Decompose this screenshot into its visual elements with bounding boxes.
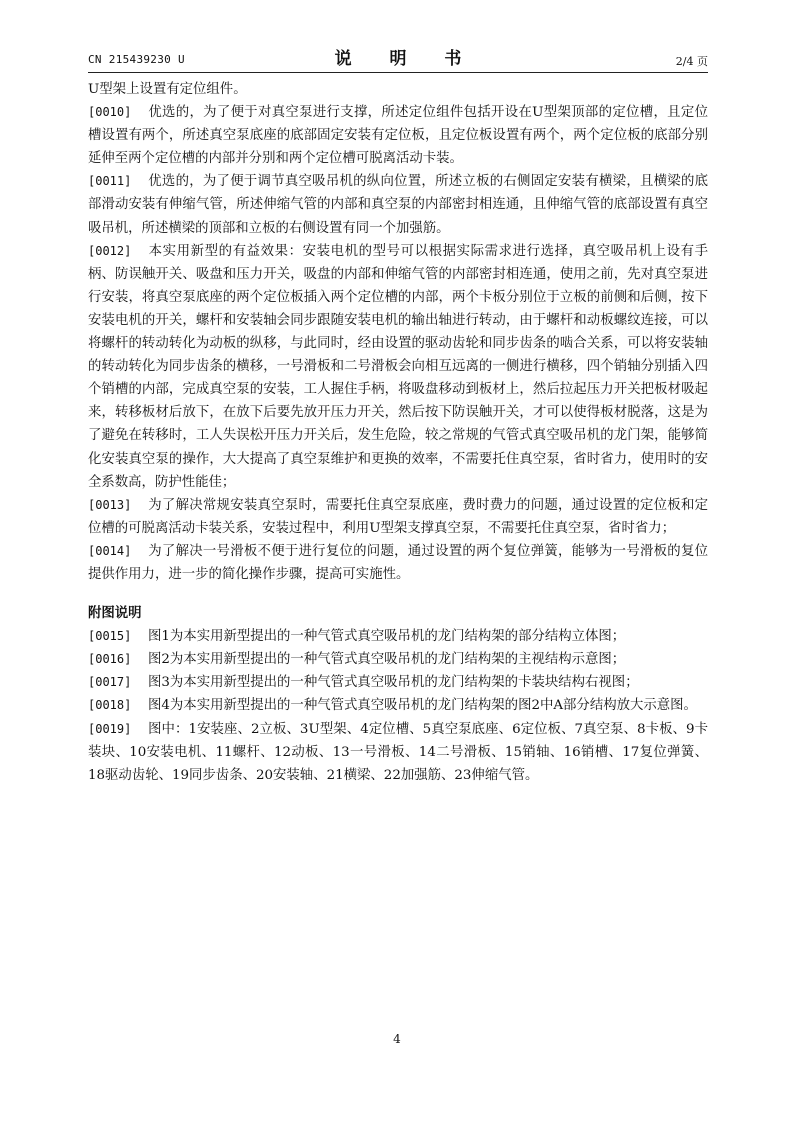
paragraph-number: [0015] [88,629,132,644]
paragraph-text: 图3为本实用新型提出的一种气管式真空吸吊机的龙门结构架的卡装块结构右视图； [148,675,639,691]
paragraph-text: 为了解决一号滑板不便于进行复位的问题，通过设置的两个复位弹簧，能够为一号滑板的复位提供作用力，进一步的简化操作步骤，提高可实施性。 [88,543,708,582]
page-number: 4 [393,1032,401,1046]
paragraph-text: 为了解决常规安装真空泵时，需要托住真空泵底座，费时费力的问题，通过设置的定位板和定位槽的可脱离活动卡装关系，安装过程中，利用U型架支撑真空泵，不需要托住真空泵，省时省力； [88,497,708,536]
paragraph-0017 [88,671,708,694]
paragraph-0016 [88,648,708,671]
paragraph-text: 图2为本实用新型提出的一种气管式真空吸吊机的龙门结构架的主视结构示意图； [148,652,626,668]
patent-number: CN 215439230 U [88,53,185,66]
paragraph-number: [0016] [88,652,132,667]
paragraph-text: 图中：1安装座、2立板、3U型架、4定位槽、5真空泵底座、6定位板、7真空泵、8卡板、9卡装块、10安装电机、11螺杆、12动板、13一号滑板、14二号滑板、15销轴、16销槽、17复位弹簧、18驱动齿轮、19同步齿条、20安装轴、21横梁、22加强筋、23伸缩气管。 [88,721,708,783]
paragraph-text: 图4为本实用新型提出的一种气管式真空吸吊机的龙门结构架的图2中A部分结构放大示意图。 [148,698,697,714]
paragraph-number: [0013] [88,497,132,512]
paragraph-number: [0017] [88,675,132,690]
paragraph-number: [0011] [88,174,132,189]
paragraph-number: [0012] [88,243,132,258]
paragraph-0013 [88,494,708,540]
paragraph-number: [0019] [88,721,132,736]
paragraph-0010 [88,101,708,170]
section-title: 附图说明 [88,606,142,622]
document-title: 说 明 书 [334,49,478,69]
paragraph-text: U型架上设置有定位组件。 [88,82,247,97]
paragraph-number: [0010] [88,105,132,120]
paragraph-0015 [88,625,708,648]
paragraph-0014 [88,540,708,586]
paragraph-0018 [88,694,708,717]
paragraph-number: [0018] [88,698,132,713]
paragraph-0011 [88,170,708,239]
page-header [88,44,708,70]
paragraph-text: 图1为本实用新型提出的一种气管式真空吸吊机的龙门结构架的部分结构立体图； [148,629,626,645]
paragraph-0019 [88,718,708,787]
document-body [88,78,708,787]
paragraph-text: 优选的，为了便于对真空泵进行支撑，所述定位组件包括开设在U型架顶部的定位槽，且定位槽设置有两个，所述真空泵底座的底部固定安装有定位板，且定位板设置有两个，两个定位板的底部分别延伸至两个定位槽的内部并分别和两个定位槽可脱离活动卡装。 [88,105,708,167]
header-rule [88,72,708,73]
paragraph-text: 本实用新型的有益效果：安装电机的型号可以根据实际需求进行选择，真空吸吊机上设有手柄、防误触开关、吸盘和压力开关，吸盘的内部和伸缩气管的内部密封相连通，使用之前，先对真空泵进行安装，将真空泵底座的两个定位板插入两个定位槽的内部，两个卡板分别位于立板的前侧和后侧，按下安装电机的开关，螺杆和安装轴会同步跟随安装电机的输出轴进行转动，由于螺杆和动板螺纹连接，可以将螺杆的转动转化为动板的纵移，与此同时，经由设置的驱动齿轮和同步齿条的啮合关系，可以将安装轴的转动转化为同步齿条的横移，一号滑板和二号滑板会向相互远离的一侧进行横移，四个销轴分别插入四个销槽的内部，完成真空泵的安装，工人握住手柄，将吸盘移动到板材上，然后拉起压力开关把板材吸起来，转移板材后放下，在放下后要先放开压力开关，然后按下防误触开关，才可以使得板材脱落，这是为了避免在转移时，工人失误松开压力开关后，发生危险，较之常规的气管式真空吸吊机的龙门架，能够简化安装真空泵的操作，大大提高了真空泵维护和更换的效率，不需要托住真空泵，省时省力，使用时的安全系数高，防护性能佳； [88,243,708,490]
paragraph-0012 [88,240,708,494]
paragraph-number: [0014] [88,543,132,558]
paragraph-text: 优选的，为了便于调节真空吸吊机的纵向位置，所述立板的右侧固定安装有横梁，且横梁的底部滑动安装有伸缩气管，所述伸缩气管的内部和真空泵的内部密封相连通，且伸缩气管的底部设置有真空吸吊机，所述横梁的顶部和立板的右侧设置有同一个加强筋。 [88,174,708,236]
paragraph-continuation [88,78,708,101]
page-indicator: 2/4 页 [675,55,708,68]
